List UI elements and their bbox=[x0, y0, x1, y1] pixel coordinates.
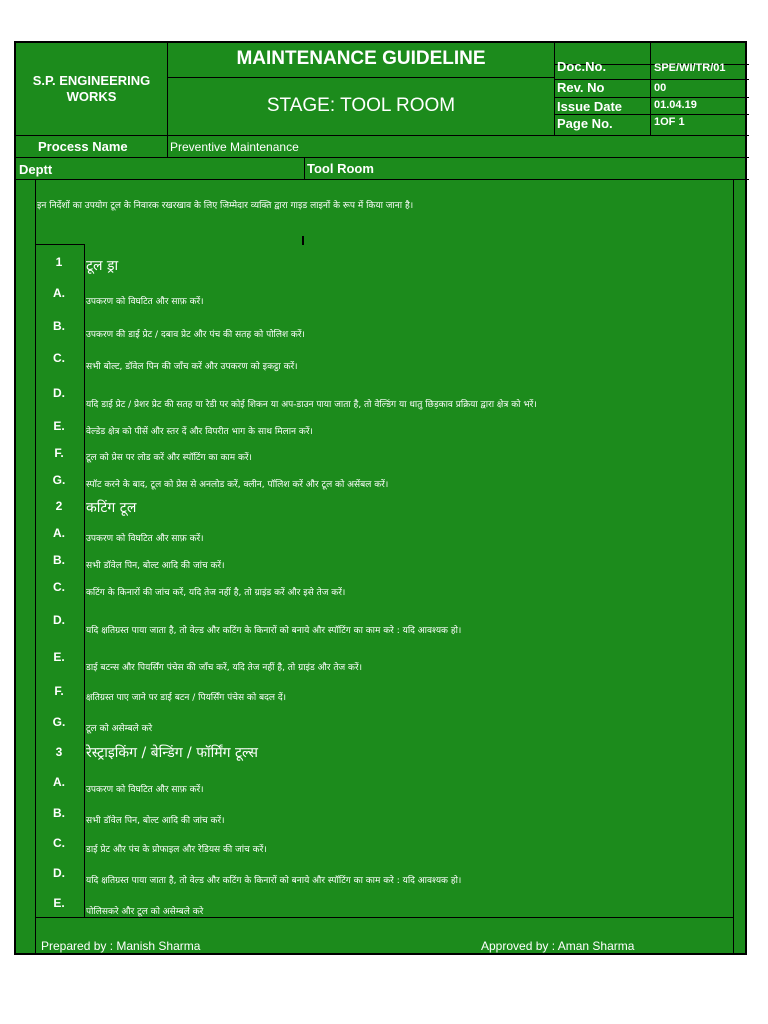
item-text: उपकरण को विघटित और साफ़ करें। bbox=[86, 297, 204, 307]
section-number: 1 bbox=[55, 255, 63, 269]
item-letter: E. bbox=[53, 896, 65, 910]
item-letter: G. bbox=[52, 473, 66, 487]
page-no-label: Page No. bbox=[557, 116, 613, 131]
item-text: यदि क्षतिग्रस्त पाया जाता है, तो वेल्ड और कटिंग के किनारों को बनाये और स्पॉटिंग का काम करे : यदि आवश्यक हो। bbox=[86, 626, 462, 636]
process-name-label: Process Name bbox=[38, 139, 128, 154]
item-letter: B. bbox=[53, 319, 65, 333]
intro-text: इन निर्देशों का उपयोग टूल के निवारक रखरखाव के लिए जिम्मेदार व्यक्ति द्वारा गाइड लाइनों के रूप में किया जाना है। bbox=[37, 201, 414, 211]
section-number: 2 bbox=[55, 499, 63, 513]
company-name-line1: S.P. ENGINEERING bbox=[32, 73, 151, 88]
item-text: उपकरण को विघटित और साफ़ करें। bbox=[86, 534, 204, 544]
item-text: यदि डाई प्रेट / प्रेशर प्रेट की सतह या रेडी पर कोई शिकन या अप-डाउन पाया जाता है, तो वेल्डिंग या धातु छिड़काव प्रक्रिया द्वारा क्षेत्र को भरें। bbox=[86, 400, 537, 410]
item-text: उपकरण की डाई प्रेट / दबाव प्रेट और पंच की सतह को पोलिश करें। bbox=[86, 330, 305, 340]
item-text: वेल्डेड क्षेत्र को पीसें और स्तर दें और विपरीत भाग के साथ मिलान करें। bbox=[86, 427, 313, 437]
dept-value: Tool Room bbox=[307, 161, 374, 176]
item-text: डाई बटन्स और पियर्सिंग पंचेस की जाँच करें, यदि तेज नहीं है, तो ग्राइंड और तेज करें। bbox=[86, 663, 363, 673]
item-letter: E. bbox=[53, 419, 65, 433]
item-letter: A. bbox=[53, 526, 65, 540]
page-no-value: 1OF 1 bbox=[654, 116, 685, 128]
issue-date-label: Issue Date bbox=[557, 99, 623, 114]
item-letter: A. bbox=[53, 775, 65, 789]
company-name bbox=[16, 43, 167, 135]
maintenance-guideline-sheet bbox=[14, 41, 747, 955]
item-letter: C. bbox=[53, 580, 65, 594]
item-text: टूल को असेम्बले करे bbox=[86, 724, 153, 734]
section-title: रेस्ट्राइकिंग / बेन्डिंग / फॉर्मिंग टूल्स bbox=[86, 745, 258, 761]
item-text: यदि क्षतिग्रस्त पाया जाता है, तो वेल्ड और कटिंग के किनारों को बनाये और स्पॉटिंग का काम करे : यदि आवश्यक हो। bbox=[86, 876, 462, 886]
item-text: सभी बोल्ट, डॉवेल पिन की जाँच करें और उपकरण को इकट्ठा करें। bbox=[86, 362, 298, 372]
item-letter: D. bbox=[53, 386, 65, 400]
item-text: कटिंग के किनारों की जांच करें, यदि तेज नहीं है, तो ग्राइंड करें और इसे तेज करें। bbox=[86, 588, 346, 598]
section-title: कटिंग टूल bbox=[86, 500, 137, 516]
item-letter: B. bbox=[53, 553, 65, 567]
text-cursor-mark bbox=[302, 236, 304, 245]
section-title: टूल ड्रा bbox=[86, 258, 119, 274]
item-letter: F. bbox=[54, 684, 64, 698]
item-letter: E. bbox=[53, 650, 65, 664]
approved-by: Approved by : Aman Sharma bbox=[481, 939, 635, 953]
process-name-value: Preventive Maintenance bbox=[170, 140, 299, 154]
item-text: सभी डॉवेल पिन, बोल्ट आदि की जांच करें। bbox=[86, 816, 225, 826]
item-letter: C. bbox=[53, 836, 65, 850]
doc-no-value: SPE/WI/TR/01 bbox=[654, 62, 726, 74]
item-text: क्षतिग्रस्त पाए जाने पर डाई बटन / पियर्सिंग पंचेस को बदल दें। bbox=[86, 693, 287, 703]
dept-label: Deptt bbox=[19, 162, 53, 177]
item-letter: A. bbox=[53, 286, 65, 300]
company-name-line2: WORKS bbox=[66, 89, 117, 104]
item-letter: D. bbox=[53, 613, 65, 627]
item-text: उपकरण को विघटित और साफ़ करें। bbox=[86, 785, 204, 795]
item-text: सभी डॉवेल पिन, बोल्ट आदि की जांच करें। bbox=[86, 561, 225, 571]
item-letter: D. bbox=[53, 866, 65, 880]
item-text: स्पॉट करने के बाद, टूल को प्रेस से अनलोड करें, क्लीन, पॉलिश करें और टूल को असेंबल करें। bbox=[86, 480, 389, 490]
item-letter: B. bbox=[53, 806, 65, 820]
item-letter: F. bbox=[54, 446, 64, 460]
doc-no-label: Doc.No. bbox=[557, 59, 607, 74]
item-letter: C. bbox=[53, 351, 65, 365]
item-text: डाई प्रेट और पंच के प्रोफाइल और रेडियस की जांच करें। bbox=[86, 845, 267, 855]
item-text: पोलिसकरे और टूल को असेम्बले करे bbox=[86, 907, 204, 917]
document-title: MAINTENANCE GUIDELINE bbox=[236, 48, 486, 69]
section-number: 3 bbox=[55, 745, 63, 759]
rev-no-label: Rev. No bbox=[557, 80, 605, 95]
rev-no-value: 00 bbox=[654, 82, 667, 94]
stage-title: STAGE: TOOL ROOM bbox=[266, 95, 456, 116]
prepared-by: Prepared by : Manish Sharma bbox=[41, 939, 201, 953]
issue-date-value: 01.04.19 bbox=[654, 99, 697, 111]
item-letter: G. bbox=[52, 715, 66, 729]
item-text: टूल को प्रेस पर लोड करें और स्पॉटिंग का काम करें। bbox=[86, 453, 252, 463]
